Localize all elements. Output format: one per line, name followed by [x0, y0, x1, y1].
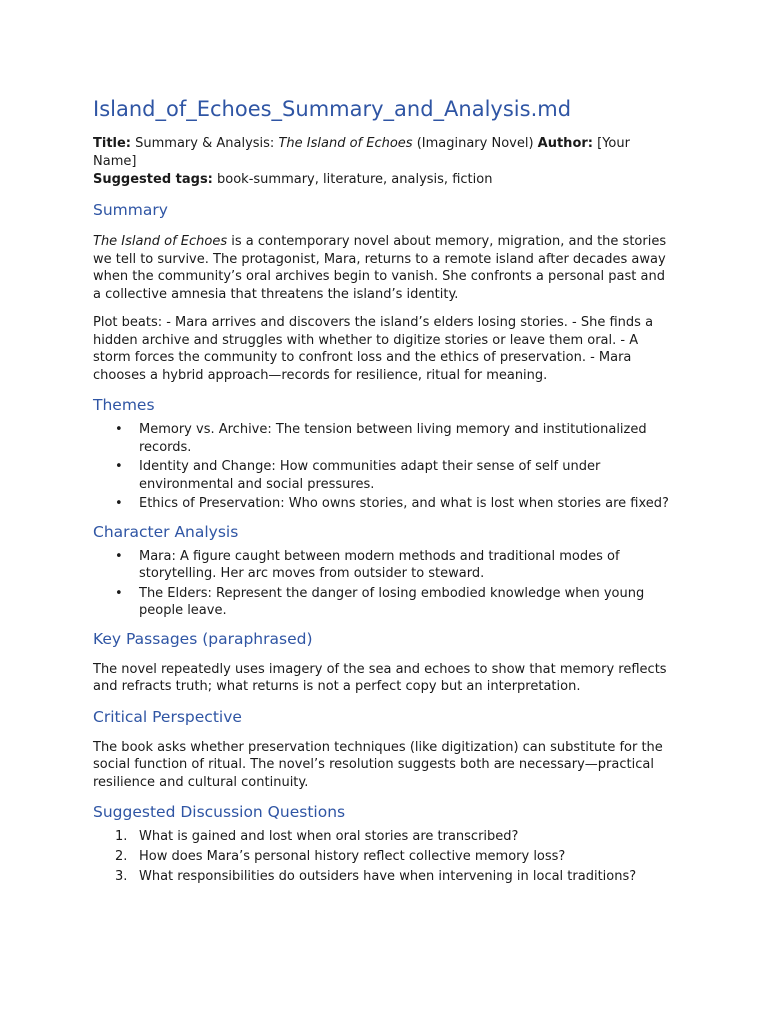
critical-perspective-paragraph: The book asks whether preservation techniques (like digitization) can substitute for the social function of ritual. The novel’s resolution suggests both are necessary—practical resilience and cultural continuity.: [93, 739, 663, 790]
title-prefix: Summary & Analysis:: [131, 136, 279, 151]
bullet-icon: •: [115, 459, 123, 474]
characters-list: [93, 548, 675, 620]
list-item: • Memory vs. Archive: The tension between living memory and institutionalized records.: [115, 422, 647, 455]
title-italic: The Island of Echoes: [278, 136, 413, 151]
summary-book-title: The Island of Echoes: [93, 234, 228, 249]
document-title: Island_of_Echoes_Summary_and_Analysis.md: [93, 97, 572, 121]
critical-perspective-heading: Critical Perspective: [93, 707, 242, 726]
character-analysis-heading: Character Analysis: [93, 522, 239, 541]
title-line: [93, 135, 675, 171]
tags-line: [93, 171, 675, 189]
key-passages-paragraph: The novel repeatedly uses imagery of the sea and echoes to show that memory reflects and refracts truth; what returns is not a perfect copy but an interpretation.: [93, 661, 667, 694]
summary-paragraph-1: [93, 233, 675, 303]
discussion-questions-heading: Suggested Discussion Questions: [93, 803, 346, 821]
title-label: Title:: [93, 136, 132, 151]
key-passages-heading: Key Passages (paraphrased): [93, 629, 313, 648]
themes-heading: Themes: [93, 396, 155, 414]
plot-beats-paragraph: Plot beats: - Mara arrives and discovers the island’s elders losing stories. - She finds a hidden archive and struggles with whether to digitize stories or leave them oral. - A storm forces the community to confront loss and the ethics of preservation. - Mara chooses a hybrid approach—records for resilience, ritual for meaning.: [93, 315, 654, 383]
themes-list: [93, 421, 675, 513]
bullet-icon: •: [115, 585, 123, 601]
list-number: 2.: [115, 849, 128, 864]
list-item: 1. What is gained and lost when oral stories are transcribed?: [115, 829, 519, 844]
bullet-icon: •: [115, 496, 123, 511]
title-suffix: (Imaginary Novel): [412, 136, 538, 151]
list-number: 1.: [115, 829, 128, 844]
bullet-icon: •: [115, 422, 123, 437]
list-item: • Ethics of Preservation: Who owns stories, and what is lost when stories are fixed?: [115, 496, 669, 511]
metadata-block: [93, 135, 675, 189]
summary-heading: Summary: [93, 201, 168, 219]
author-value: [Your Name]: [93, 136, 630, 169]
summary-paragraph-1-text: is a contemporary novel about memory, migration, and the stories we tell to survive. The protagonist, Mara, returns to a remote island after decades away when the community’s oral archives begin to vanish. She confronts a personal past and a collective amnesia that threatens the island’s identity.: [93, 234, 667, 302]
author-label: Author:: [537, 136, 593, 151]
bullet-icon: •: [115, 548, 123, 564]
questions-list: [93, 828, 675, 886]
list-item: 2. How does Mara’s personal history reflect collective memory loss?: [115, 849, 566, 864]
list-item: • Identity and Change: How communities adapt their sense of self under environmental and social pressures.: [115, 459, 601, 492]
tags-value: book-summary, literature, analysis, fiction: [212, 172, 493, 187]
list-number: 3.: [115, 869, 128, 884]
list-item: • Mara: A figure caught between modern methods and traditional modes of storytelling. Her arc moves from outsider to steward.: [115, 548, 620, 581]
list-item: 3. What responsibilities do outsiders have when intervening in local traditions?: [115, 869, 637, 884]
list-item: • The Elders: Represent the danger of losing embodied knowledge when young people leave.: [115, 585, 645, 618]
tags-label: Suggested tags:: [93, 172, 213, 187]
